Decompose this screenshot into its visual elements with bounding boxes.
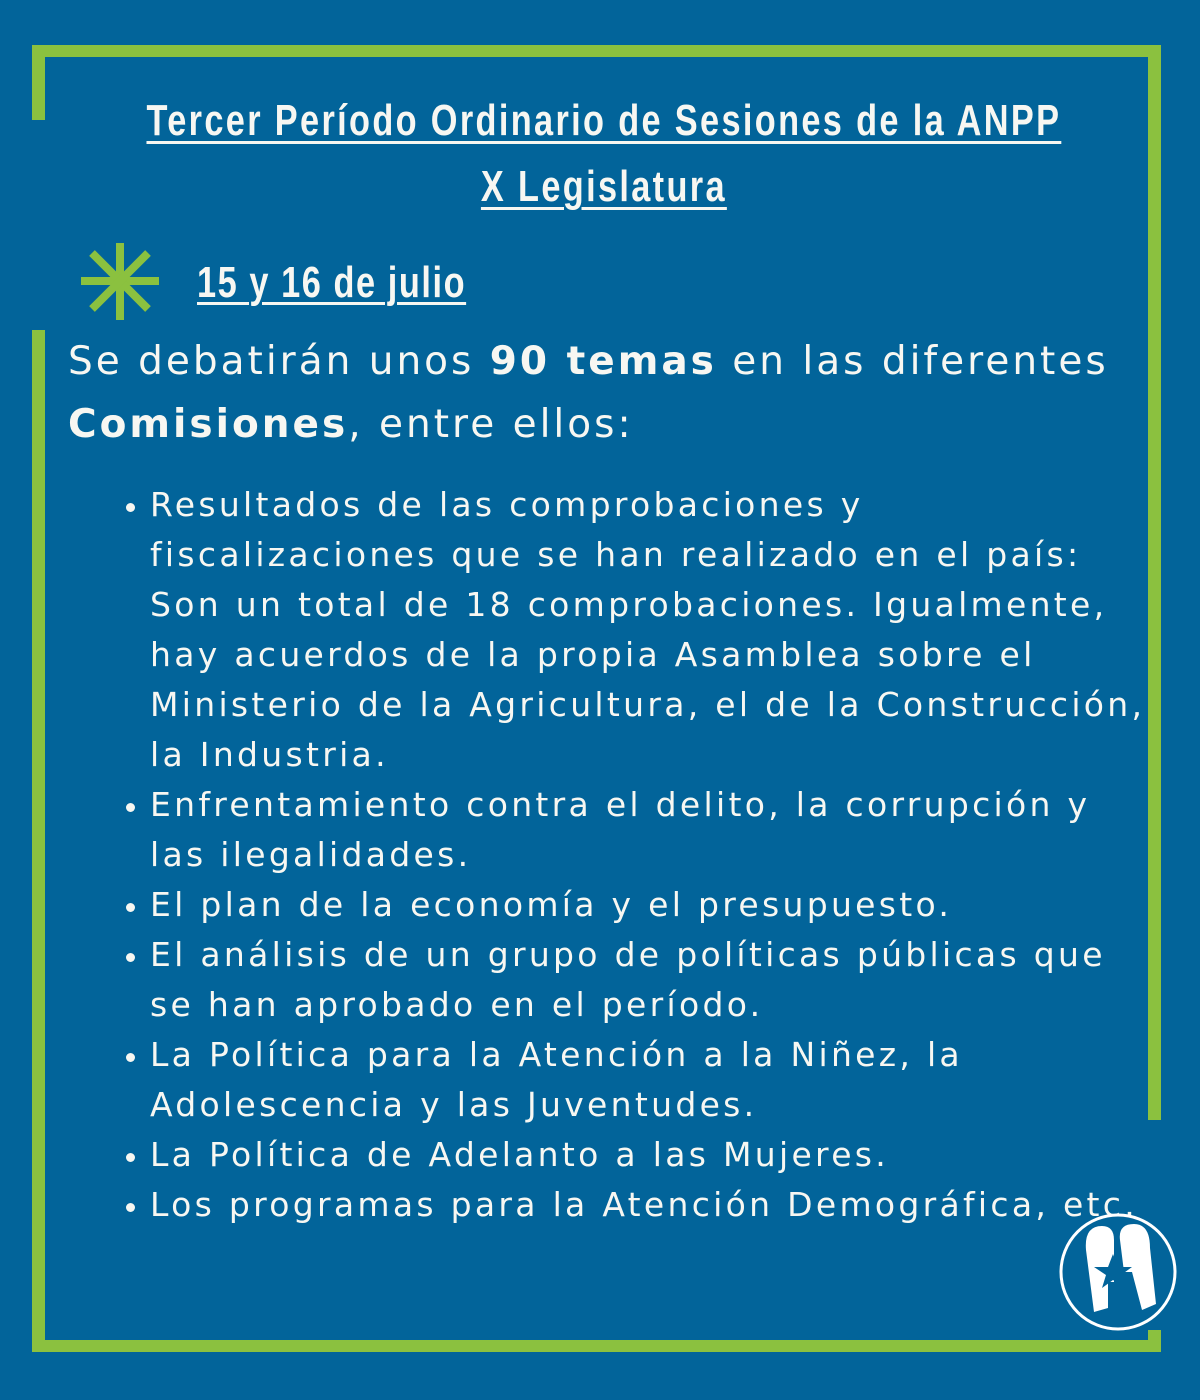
intro-part: en las diferentes [716, 339, 1109, 384]
intro-part: , entre ellos: [348, 402, 634, 447]
frame-left-top [32, 45, 45, 120]
list-item: • La Política para la Atención a la Niñez, la Adolescencia y las Juventudes. [150, 1030, 1150, 1130]
asterisk-icon [80, 243, 160, 320]
logo-icon [1058, 1212, 1178, 1332]
list-item: • Enfrentamiento contra el delito, la corrupción y las ilegalidades. [150, 780, 1150, 880]
title-line-2: X Legislatura [480, 162, 727, 211]
intro-topic-count: 90 temas [489, 339, 717, 384]
list-item: • La Política de Adelanto a las Mujeres. [150, 1130, 1150, 1180]
frame-left-bottom [32, 330, 45, 1352]
list-item: • Los programas para la Atención Demográfica, etc. [150, 1180, 1150, 1230]
list-item: • El análisis de un grupo de políticas públicas que se han aprobado en el período. [150, 930, 1150, 1030]
title-line-1: Tercer Período Ordinario de Sesiones de la ANPP [146, 96, 1062, 145]
topics-list [110, 480, 1150, 1230]
frame-bottom [32, 1340, 1160, 1352]
list-item: • El plan de la economía y el presupuesto. [150, 880, 1150, 930]
session-date: 15 y 16 de julio [197, 258, 467, 307]
intro-commissions: Comisiones [68, 402, 349, 447]
frame-top [32, 45, 1160, 57]
intro-text [68, 330, 1148, 456]
intro-part: Se debatirán unos [68, 339, 490, 384]
list-item: • Resultados de las comprobaciones y fiscalizaciones que se han realizado en el país: Son un total de 18 comprobaciones. Igualmente, hay acuerdos de la propia Asamblea sobre el Ministerio de la Agricultura, el de la Construcción, la Industria. [150, 480, 1150, 780]
